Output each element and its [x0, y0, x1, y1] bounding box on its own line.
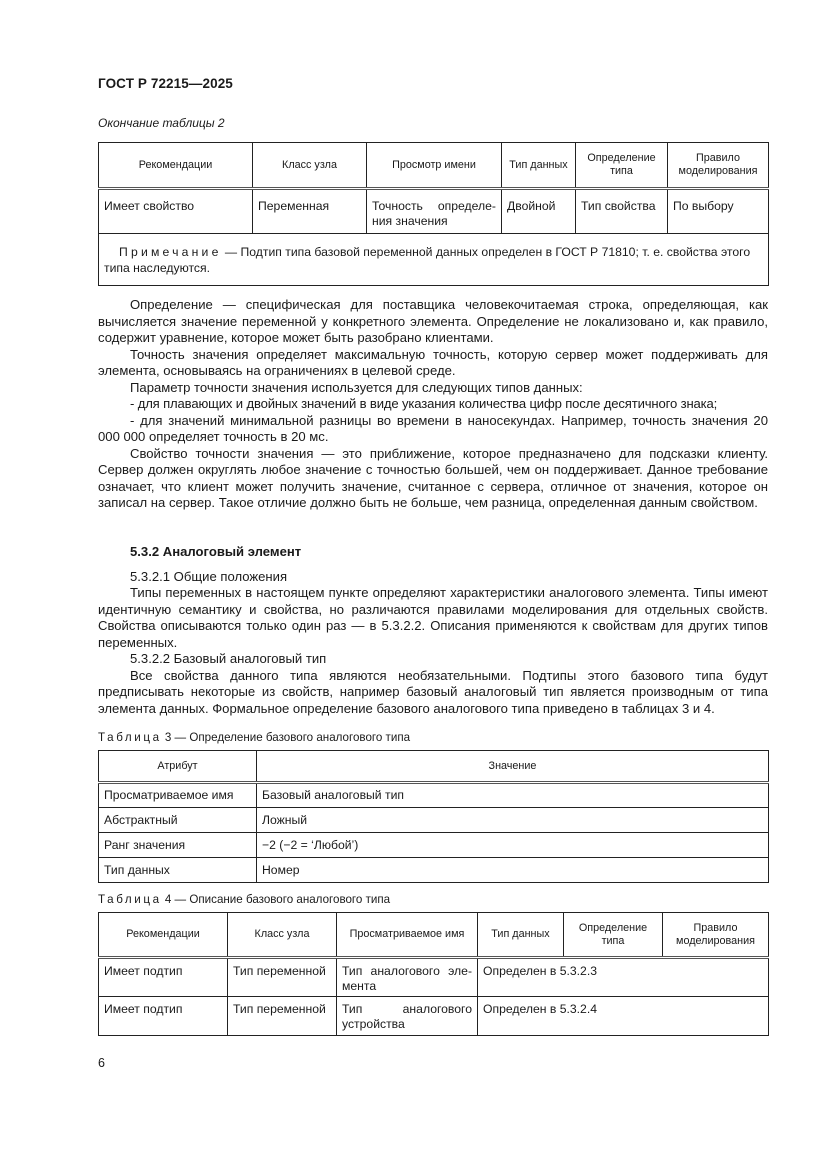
- cell-text: Переменная: [258, 199, 330, 213]
- caption-text: 4 — Описание базового аналогового типа: [161, 893, 391, 906]
- cell-text: Тип данных: [104, 862, 170, 877]
- table-row: [99, 808, 769, 833]
- table-cell: [502, 189, 576, 234]
- column-header-text: Правило моделирования: [678, 152, 758, 177]
- column-header: [663, 913, 769, 958]
- table-cell: [337, 997, 478, 1036]
- cell-text-line: мента: [342, 979, 377, 993]
- table-cell: [668, 189, 769, 234]
- paragraph: Параметр точности значения используется для следующих типов данных:: [130, 379, 583, 395]
- table-cell: [478, 958, 769, 997]
- table-cell: [228, 997, 337, 1036]
- note-text: — Подтип типа базовой переменной данных определен в ГОСТ Р 71810; т. е. свойства этого типа наследуются.: [104, 245, 751, 275]
- table-cell: [99, 808, 257, 833]
- paragraph: Точность значения определяет максимальную точность, которую сервер может поддерживать для элемента, основываясь на ограничениях в целевой среде.: [98, 346, 768, 378]
- column-header: [576, 143, 668, 189]
- cell-text: Имеет подтип: [104, 964, 183, 978]
- table-header-row: [99, 751, 769, 783]
- cell-text: Определен в 5.3.2.4: [483, 1002, 597, 1016]
- table-cell: [576, 189, 668, 234]
- column-header: Класс узла: [253, 143, 367, 189]
- cell-text: Имеет свойство: [104, 199, 195, 213]
- column-header: [564, 913, 663, 958]
- cell-text: Абстрактный: [104, 812, 178, 827]
- table-3: [98, 750, 769, 883]
- column-header-text: Определение типа: [578, 921, 648, 947]
- cell-text: Ложный: [262, 812, 308, 827]
- cell-text: Номер: [262, 862, 300, 877]
- cell-text-line: Тип аналогового эле-: [342, 964, 472, 978]
- section-heading: 5.3.2 Аналоговый элемент: [130, 544, 302, 559]
- caption-label: Таблица: [98, 731, 162, 744]
- table-cell: [99, 958, 228, 997]
- table-row: [99, 858, 769, 883]
- column-header: Тип данных: [502, 143, 576, 189]
- paragraph: Все свойства данного типа являются необязательными. Подтипы этого базового типа будут предписывать некоторые из свойств, например базовый аналоговый тип является производным от типа элемента данных. Формальное определение базового аналогового типа приведено в таблицах 3 и 4.: [98, 667, 768, 716]
- table-3-caption: [98, 731, 410, 744]
- cell-text: Ранг значения: [104, 837, 186, 852]
- caption-text: 3 — Определение базового аналогового типа: [161, 731, 411, 744]
- column-header: Рекомендации: [99, 143, 253, 189]
- table-note: [99, 234, 769, 286]
- caption-label: Таблица: [98, 893, 162, 906]
- table-row: [99, 997, 769, 1036]
- cell-text: Двойной: [507, 199, 556, 213]
- table-cell: [257, 783, 769, 808]
- table-cell: [257, 808, 769, 833]
- list-item: - для значений минимальной разницы во времени в наносекундах. Например, точность значения 20 000 000 определяет точность в 20 мс.: [98, 412, 768, 444]
- column-header: Тип данных: [478, 913, 564, 958]
- column-header-text: Правило моделирования: [676, 921, 755, 947]
- table-cell: [257, 833, 769, 858]
- table-4-caption: [98, 893, 390, 906]
- table-row: [99, 958, 769, 997]
- paragraph: Свойство точности значения — это приближение, которое предназначено для подсказки клиенту. Сервер должен округлять любое значение с точностью большей, чем он поддерживает. Данное требование означает, что клиент может получить значение, считанное с сервера, отличное от значения, которое он записал на сервер. Такое отличие должно быть не больше, чем разница, определенная данным свойством.: [98, 445, 768, 510]
- table-cell: [99, 997, 228, 1036]
- table-cell: [478, 997, 769, 1036]
- cell-text: Определен в 5.3.2.3: [483, 964, 597, 978]
- section-block: [98, 544, 768, 717]
- note-label: Примечание: [119, 245, 222, 259]
- document-id-header: ГОСТ Р 72215—2025: [98, 76, 233, 91]
- table-header-row: [99, 913, 769, 958]
- cell-text-line: устройства: [342, 1017, 405, 1031]
- table-cell: [99, 783, 257, 808]
- cell-text-line: Точность определе-: [372, 199, 496, 213]
- subsection-heading: 5.3.2.2 Базовый аналоговый тип: [130, 651, 327, 666]
- cell-text-line: ния значения: [372, 214, 448, 228]
- table-cell: [228, 958, 337, 997]
- table-cell: [337, 958, 478, 997]
- table-4: [98, 912, 769, 1036]
- cell-text: Просматриваемое имя: [104, 788, 234, 802]
- body-text-block: [98, 297, 768, 512]
- cell-text: По выбору: [673, 199, 734, 213]
- paragraph: Типы переменных в настоящем пункте определяют характеристики аналогового элемента. Типы имеют идентичную семантику и свойства, но различаются правилами моделирования для отдельных свойств. Свойства описываются только один раз — в 5.3.2.2. Описания применяются к свойствам для других типов переменных.: [98, 585, 768, 650]
- cell-text: Тип переменной: [233, 964, 326, 978]
- table-cell: [99, 858, 257, 883]
- table-row: [99, 833, 769, 858]
- table-continuation-label: Окончание таблицы 2: [98, 116, 225, 130]
- cell-text: Тип переменной: [233, 1002, 326, 1016]
- column-header: Атрибут: [99, 751, 257, 783]
- list-item: - для плавающих и двойных значений в виде указания количества цифр после десятичного знака;: [130, 396, 718, 411]
- table-2: [98, 142, 769, 286]
- table-header-row: [99, 143, 769, 189]
- table-row: [99, 783, 769, 808]
- table-note-row: [99, 234, 769, 286]
- paragraph: Определение — специфическая для поставщика человекочитаемая строка, определяющая, как вычисляется значение переменной у конкретного элемента. Определение не локализовано и, как правило, содержит уравнение, которое может быть разобрано клиентами.: [98, 297, 768, 345]
- cell-text: −2 (−2 = ‘Любой’): [262, 837, 359, 852]
- table-cell: [367, 189, 502, 234]
- column-header: [668, 143, 769, 189]
- table-cell: [257, 858, 769, 883]
- table-cell: [99, 833, 257, 858]
- subsection-heading: 5.3.2.1 Общие положения: [130, 568, 288, 584]
- table-cell: [99, 189, 253, 234]
- cell-text-line: Тип аналогового: [342, 1002, 472, 1016]
- column-header: Рекомендации: [99, 913, 228, 958]
- column-header-text: Определение типа: [587, 152, 656, 177]
- column-header: Просматриваемое имя: [337, 913, 478, 958]
- cell-text: Имеет подтип: [104, 1002, 183, 1016]
- cell-text: Базовый аналоговый тип: [262, 788, 404, 802]
- table-cell: [253, 189, 367, 234]
- column-header: Класс узла: [228, 913, 337, 958]
- column-header: Значение: [257, 751, 769, 783]
- page-number: 6: [98, 1056, 105, 1070]
- table-row: [99, 189, 769, 234]
- column-header: Просмотр имени: [367, 143, 502, 189]
- cell-text: Тип свойства: [581, 199, 656, 213]
